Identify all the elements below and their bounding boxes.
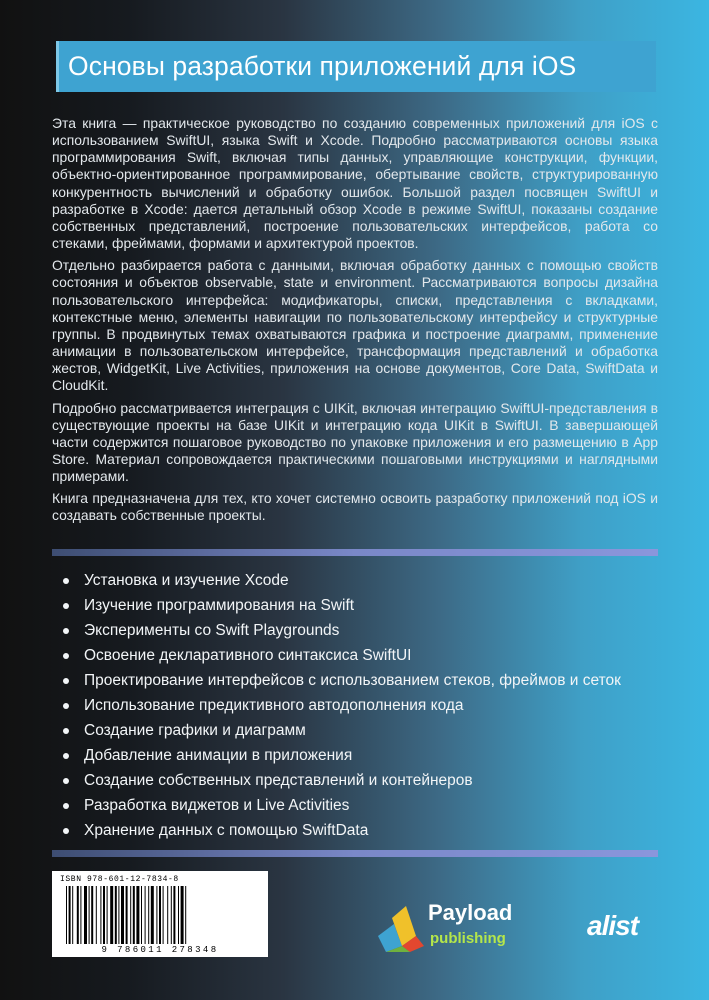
book-title: Основы разработки приложений для iOS xyxy=(56,41,656,92)
barcode xyxy=(52,871,268,957)
bullet-icon xyxy=(63,728,69,734)
description-paragraph: Подробно рассматривается интеграция с UIKit, включая интеграцию SwiftUI-представления в существующие проекты на базе UIKit и интеграцию кода UIKit в SwiftUI. В завершающей части содержится пошаговое руководство по упаковке приложения и его размещению в App Store. Материал сопровождается практическими пошаговыми инструкциями и наглядными примерами. xyxy=(52,399,658,485)
description xyxy=(52,115,658,530)
feature-item: Создание графики и диаграмм xyxy=(58,718,658,743)
barcode-bars xyxy=(66,886,256,944)
description-paragraph: Книга предназначена для тех, кто хочет системно освоить разработку приложений под iOS и создавать собственные проекты. xyxy=(52,490,658,524)
bullet-icon xyxy=(63,778,69,784)
feature-item: Изучение программирования на Swift xyxy=(58,593,658,618)
bullet-icon xyxy=(63,803,69,809)
publisher-logo xyxy=(372,896,552,956)
publisher-name: Payload xyxy=(428,900,513,925)
bullet-icon xyxy=(63,678,69,684)
bullet-icon xyxy=(63,603,69,609)
divider-top xyxy=(52,549,658,556)
divider-bottom xyxy=(52,850,658,857)
isbn-text: ISBN 978-601-12-7834-8 xyxy=(60,875,179,884)
feature-item: Создание собственных представлений и контейнеров xyxy=(58,768,658,793)
bullet-icon xyxy=(63,828,69,834)
publisher-sub: publishing xyxy=(430,930,506,947)
alist-logo: alist xyxy=(587,910,639,941)
feature-item: Эксперименты со Swift Playgrounds xyxy=(58,618,658,643)
bullet-icon xyxy=(63,578,69,584)
feature-item: Использование предиктивного автодополнения кода xyxy=(58,693,658,718)
feature-item: Установка и изучение Xcode xyxy=(58,568,658,593)
bullet-icon xyxy=(63,703,69,709)
ean-digits: 9 786011 278348 xyxy=(101,945,219,955)
bullet-icon xyxy=(63,753,69,759)
description-paragraph: Эта книга — практическое руководство по созданию современных приложений для iOS с использованием SwiftUI, языка Swift и Xcode. Подробно рассматриваются основы языка программирования Swift, включая типы данных, управляющие конструкции, функции, объектно-ориентированное программирование, обертывание свойств, структурированную конкурентность вычислений и обработку ошибок. Большой раздел посвящен SwiftUI и разработке в Xcode: дается детальный обзор Xcode в режиме SwiftUI, показаны создание собственных представлений, построение пользовательских интерфейсов, работа со стеками, фреймами, формами и архитектурой проектов. xyxy=(52,115,658,252)
feature-item: Проектирование интерфейсов с использованием стеков, фреймов и сеток xyxy=(58,668,658,693)
description-paragraph: Отдельно разбирается работа с данными, включая обработку данных с помощью свойств состояния и объектов observable, state и environment. Рассматриваются вопросы дизайна пользовательского интерфейса: модификаторы, списки, представления с вкладками, контекстные меню, элементы навигации по пользовательскому интерфейсу и структурные группы. В продвинутых темах охватываются графика и построение диаграмм, применение анимации в пользовательском интерфейсе, трансформация представлений и обработка жестов, WidgetKit, Live Activities, приложения на основе документов, Core Data, SwiftData и CloudKit. xyxy=(52,257,658,394)
payload-book-icon xyxy=(372,896,430,954)
bullet-icon xyxy=(63,653,69,659)
feature-list xyxy=(58,568,658,843)
feature-item: Добавление анимации в приложения xyxy=(58,743,658,768)
feature-item: Освоение декларативного синтаксиса SwiftUI xyxy=(58,643,658,668)
feature-item: Хранение данных с помощью SwiftData xyxy=(58,818,658,843)
feature-item: Разработка виджетов и Live Activities xyxy=(58,793,658,818)
bullet-icon xyxy=(63,628,69,634)
